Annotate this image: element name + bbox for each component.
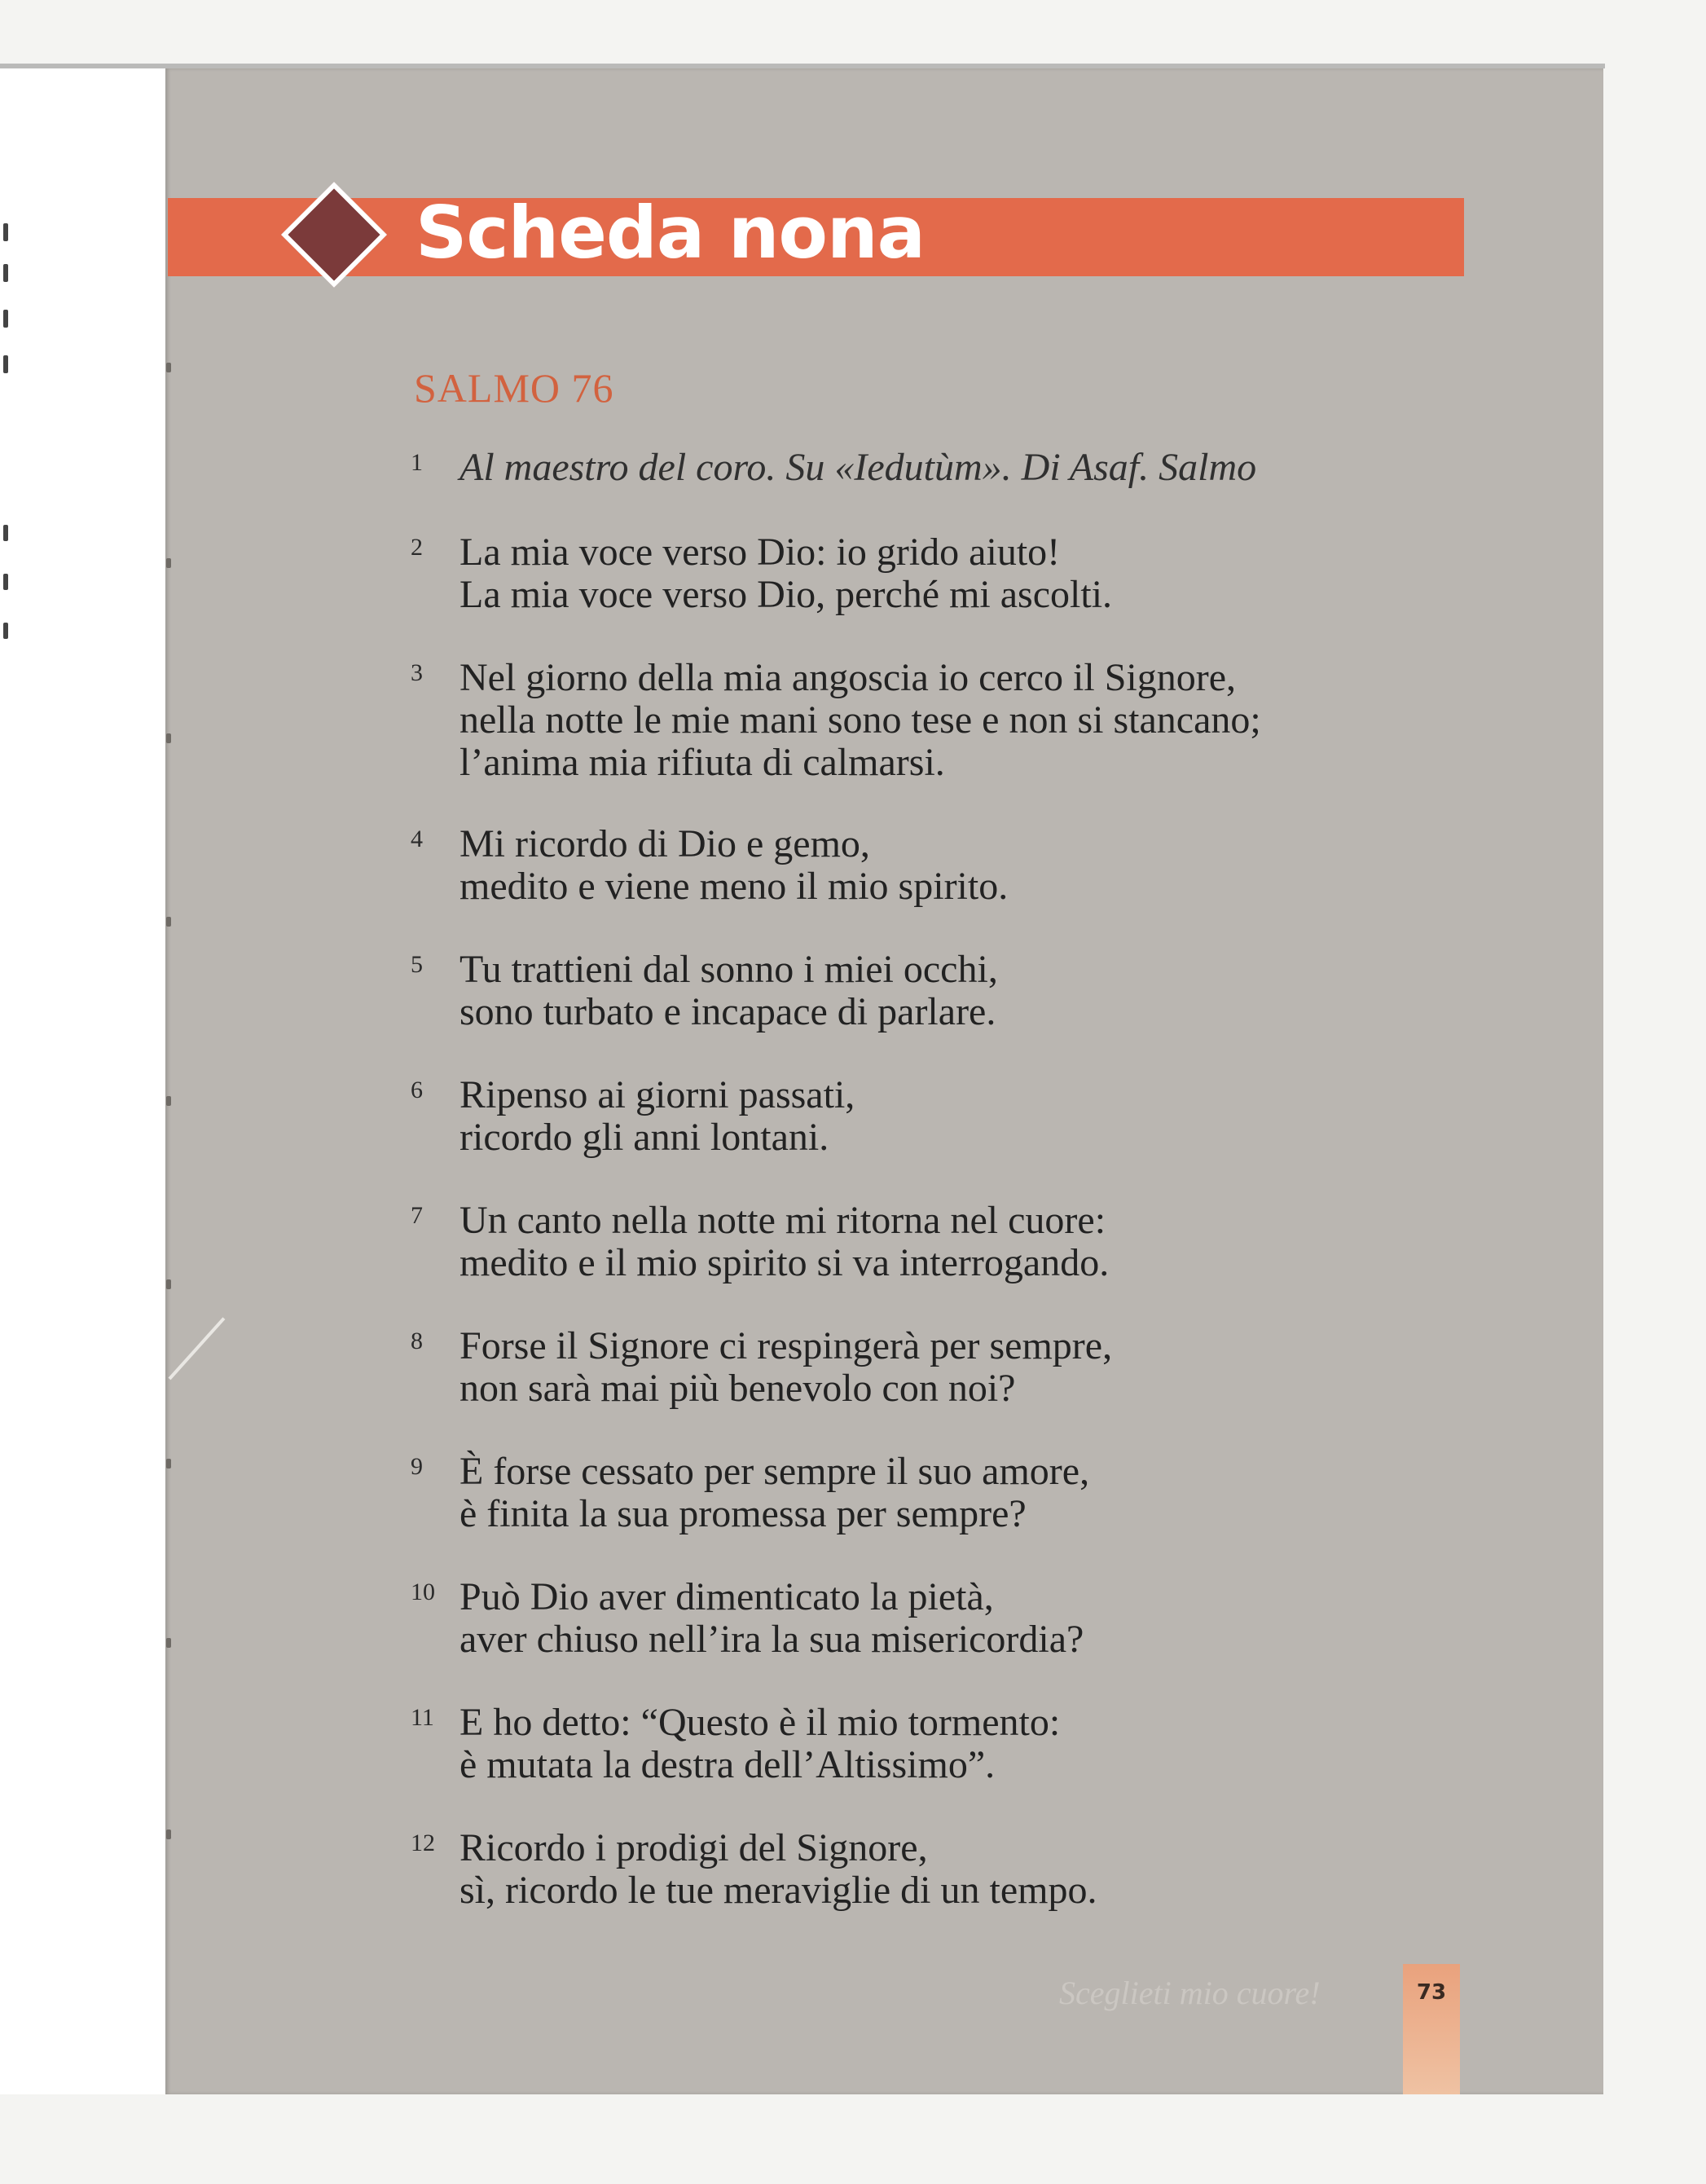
- verse-line: Al maestro del coro. Su «Iedutùm». Di Asaf. Salmo: [459, 446, 1257, 489]
- verse-line: medito e viene meno il mio spirito.: [459, 865, 1009, 908]
- verse-number: 11: [411, 1704, 434, 1731]
- verse-line: è mutata la destra dell’Altissimo”.: [459, 1743, 996, 1786]
- verse-number: 7: [411, 1202, 423, 1229]
- verse-line: Ripenso ai giorni passati,: [459, 1073, 855, 1116]
- verse-number: 3: [411, 659, 423, 686]
- verse-line: l’anima mia rifiuta di calmarsi.: [459, 741, 945, 784]
- verse-line: La mia voce verso Dio, perché mi ascolti.: [459, 573, 1113, 616]
- verse-line: è finita la sua promessa per sempre?: [459, 1492, 1027, 1535]
- verse-line: E ho detto: “Questo è il mio tormento:: [459, 1701, 1061, 1744]
- verse-line: nella notte le mie mani sono tese e non si stancano;: [459, 698, 1261, 742]
- page-number: 73: [1416, 1980, 1447, 2005]
- binding-stitch: [166, 1459, 171, 1468]
- verse-line: ricordo gli anni lontani.: [459, 1116, 829, 1159]
- verse-number: 5: [411, 951, 423, 978]
- verse-number: 2: [411, 534, 423, 561]
- verse-number: 8: [411, 1328, 423, 1354]
- verse-line: La mia voce verso Dio: io grido aiuto!: [459, 531, 1061, 574]
- verse-number: 1: [411, 449, 423, 476]
- verse-line: non sarà mai più benevolo con noi?: [459, 1367, 1016, 1410]
- binding-stitch: [166, 733, 171, 743]
- verse-number: 9: [411, 1453, 423, 1480]
- verse-line: Tu trattieni dal sonno i miei occhi,: [459, 948, 998, 991]
- verse-line: Un canto nella notte mi ritorna nel cuore:: [459, 1199, 1106, 1242]
- binding-stitch: [166, 1830, 171, 1839]
- running-title: Sceglieti mio cuore!: [1059, 1975, 1321, 2011]
- verse-number: 12: [411, 1830, 435, 1856]
- verse-line: Può Dio aver dimenticato la pietà,: [459, 1575, 994, 1618]
- binding-stitch: [166, 1279, 171, 1289]
- psalm-title: SALMO 76: [414, 365, 614, 411]
- booklet-page: [165, 68, 1603, 2094]
- facing-page-text-fragment: [3, 223, 8, 241]
- verse-line: Forse il Signore ci respingerà per sempre,: [459, 1324, 1113, 1367]
- verse-line: È forse cessato per sempre il suo amore,: [459, 1450, 1090, 1493]
- verse-line: sono turbato e incapace di parlare.: [459, 990, 996, 1033]
- facing-page-edge: [0, 68, 169, 2094]
- verse-line: Mi ricordo di Dio e gemo,: [459, 822, 870, 865]
- facing-page-text-fragment: [3, 310, 8, 328]
- verse-line: aver chiuso nell’ira la sua misericordia?: [459, 1618, 1084, 1661]
- binding-stitch: [166, 917, 171, 927]
- facing-page-text-fragment: [3, 623, 8, 639]
- facing-page-text-fragment: [3, 574, 8, 590]
- binding-stitch: [166, 558, 171, 568]
- binding-stitch: [166, 363, 171, 372]
- verse-line: medito e il mio spirito si va interrogando.: [459, 1241, 1110, 1284]
- binding-stitch: [166, 1638, 171, 1648]
- section-title: Scheda nona: [416, 191, 926, 275]
- facing-page-text-fragment: [3, 355, 8, 373]
- facing-page-text-fragment: [3, 525, 8, 541]
- facing-page-text-fragment: [3, 264, 8, 282]
- verse-number: 4: [411, 826, 423, 852]
- verse-number: 6: [411, 1077, 423, 1103]
- verse-line: sì, ricordo le tue meraviglie di un tempo.: [459, 1869, 1097, 1912]
- verse-line: Nel giorno della mia angoscia io cerco il Signore,: [459, 656, 1237, 699]
- binding-stitch: [166, 1096, 171, 1106]
- verse-number: 10: [411, 1579, 435, 1605]
- verse-line: Ricordo i prodigi del Signore,: [459, 1826, 928, 1869]
